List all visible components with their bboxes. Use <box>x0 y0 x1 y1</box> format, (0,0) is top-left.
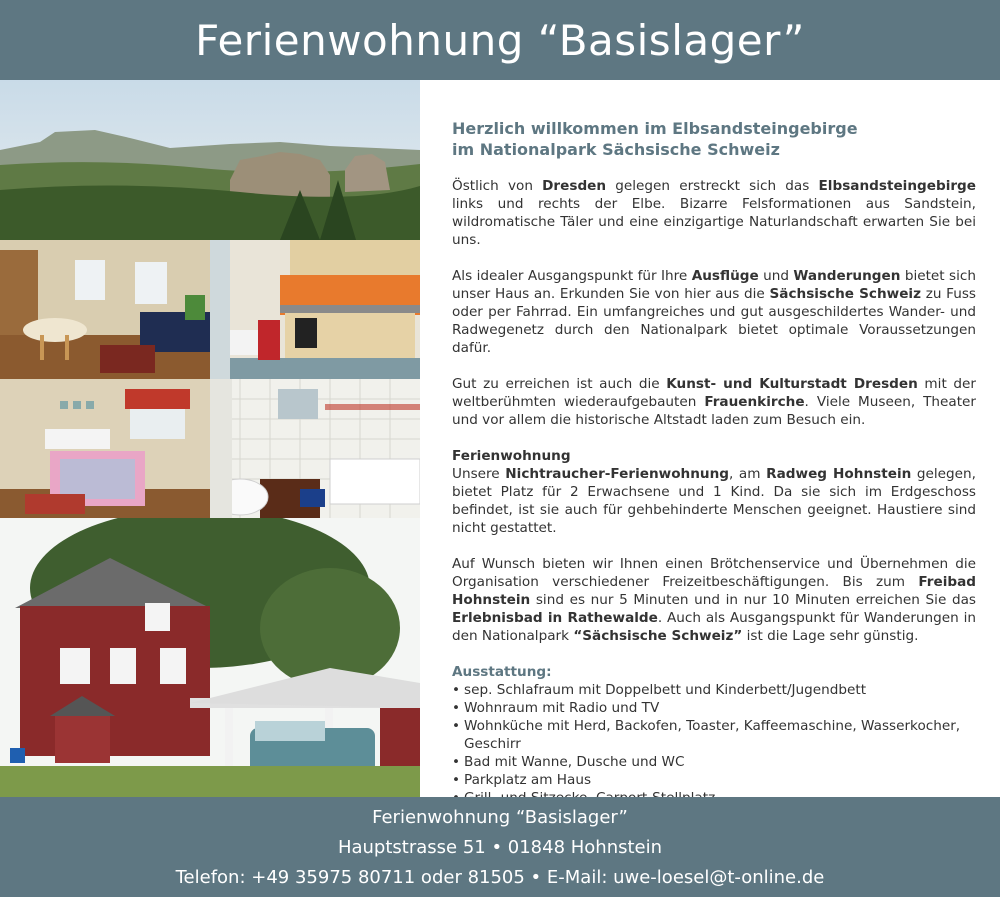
text-fragment: Gut zu erreichen ist auch die <box>452 376 667 392</box>
apartment-subtitle: Ferienwohnung <box>452 448 571 464</box>
footer-address: Hauptstrasse 51 • 01848 Hohnstein <box>337 837 663 858</box>
text-fragment: . Auch als Ausgangspunkt für Wanderungen in den Nationalpark <box>452 610 976 644</box>
paragraph-services <box>452 555 976 645</box>
text-fragment: , am <box>728 466 767 482</box>
highlight-dresden: Dresden <box>542 178 607 194</box>
equipment-item: • Parkplatz am Haus <box>452 771 976 789</box>
equipment-item: • Bad mit Wanne, Dusche und WC <box>452 753 976 771</box>
highlight-nationalpark: “Sächsische Schweiz” <box>573 628 743 644</box>
living-room-photo <box>0 240 210 379</box>
equipment-list <box>452 681 976 807</box>
text-fragment: Östlich von <box>452 178 543 194</box>
text-fragment: gelegen erstreckt sich das <box>606 178 819 194</box>
highlight-kulturstadt: Kunst- und Kulturstadt Dresden <box>666 376 918 392</box>
landscape-photo <box>0 80 420 240</box>
text-fragment: sind es nur 5 Minuten und in nur 10 Minuten erreichen Sie das <box>530 592 976 608</box>
welcome-headline <box>452 118 976 160</box>
paragraph-apartment <box>452 447 976 537</box>
bathroom-photo <box>210 379 420 518</box>
kitchen-photo <box>210 240 420 379</box>
text-fragment: Als idealer Ausgangspunkt für Ihre <box>452 268 692 284</box>
text-fragment: zu Fuss oder per Fahrrad. Ein umfangreiches und gut ausgeschildertes Wander- und Radwegenetz durch den Nationalpark bietet optimale Voraussetzungen dafür. <box>452 286 977 356</box>
equipment-item: • Wohnküche mit Herd, Backofen, Toaster, Kaffeemaschine, Wasserkocher, Geschirr <box>452 717 976 753</box>
paragraph-location <box>452 177 976 249</box>
paragraph-dresden <box>452 375 976 429</box>
text-fragment: Auf Wunsch bieten wir Ihnen einen Brötchenservice und Übernehmen die Organisation verschiedener Freizeitbeschäftigungen. Bis zum <box>452 556 976 590</box>
text-fragment: und <box>758 268 794 284</box>
equipment-item: • Wohnraum mit Radio und TV <box>452 699 976 717</box>
equipment-section <box>452 663 976 807</box>
footer-contact: Telefon: +49 35975 80711 oder 81505 • E-Mail: uwe-loesel@t-online.de <box>175 867 825 888</box>
photo-column <box>0 80 420 797</box>
welcome-headline-line2: im Nationalpark Sächsische Schweiz <box>452 140 780 159</box>
text-fragment: Unsere <box>452 466 506 482</box>
text-fragment: ist die Lage sehr günstig. <box>742 628 919 644</box>
equipment-title: Ausstattung: <box>452 664 552 680</box>
highlight-wanderungen: Wanderungen <box>793 268 901 284</box>
page-header <box>0 0 1000 80</box>
text-fragment: bietet sich unser Haus an. Erkunden Sie von hier aus die <box>452 268 976 302</box>
highlight-nichtraucher: Nichtraucher-Ferienwohnung <box>505 466 729 482</box>
footer-name: Ferienwohnung “Basislager” <box>372 807 628 828</box>
paragraph-starting-point <box>452 267 976 357</box>
highlight-elbsandsteingebirge: Elbsandsteingebirge <box>818 178 977 194</box>
highlight-radweg: Radweg Hohnstein <box>766 466 912 482</box>
text-fragment: links und rechts der Elbe. Bizarre Felsformationen aus Sandstein, wildromatische Täler und eine einzigartige Naturlandschaft erwarten Sie bei uns. <box>452 196 976 248</box>
welcome-headline-line1: Herzlich willkommen im Elbsandsteingebirge <box>452 119 858 138</box>
equipment-item: • sep. Schlafraum mit Doppelbett und Kinderbett/Jugendbett <box>452 681 976 699</box>
highlight-ausfluege: Ausflüge <box>691 268 759 284</box>
highlight-erlebnisbad: Erlebnisbad in Rathewalde <box>452 610 658 626</box>
page-footer <box>0 797 1000 897</box>
text-fragment: gelegen, bietet Platz für 2 Erwachsene und 1 Kind. Da sie sich im Erdgeschoss befindet, ist sie auch für gehbehinderte Menschen geeignet. Haustiere sind nicht gestattet. <box>452 466 976 536</box>
highlight-freibad: Freibad Hohnstein <box>452 574 976 608</box>
highlight-saechsische-schweiz: Sächsische Schweiz <box>769 286 921 302</box>
page-title: Ferienwohnung “Basislager” <box>195 15 805 65</box>
main-content <box>452 118 976 807</box>
highlight-frauenkirche: Frauenkirche <box>704 394 805 410</box>
text-fragment: mit der weltberühmten wiederaufgebauten <box>452 376 976 410</box>
house-photo <box>0 518 420 797</box>
text-fragment: . Viele Museen, Theater und vor allem die historische Altstadt laden zum Besuch ein. <box>452 394 976 428</box>
bedroom-photo <box>0 379 210 518</box>
